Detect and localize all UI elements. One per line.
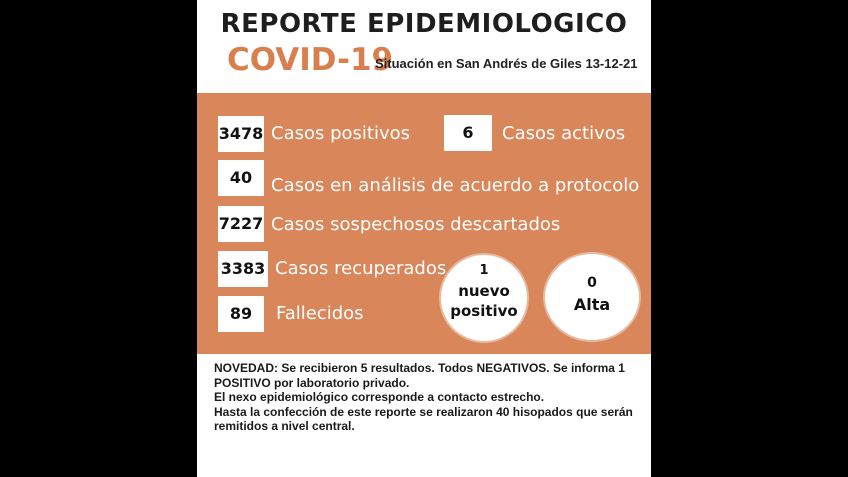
note-line: NOVEDAD: Se recibieron 5 resultados. Todos NEGATIVOS. Se informa 1 POSITIVO por laboratorio privado. <box>214 361 625 390</box>
stats-panel <box>197 93 651 354</box>
recuperados-value-box: 3383 <box>218 251 268 287</box>
note-line: El nexo epidemiológico corresponde a contacto estrecho. <box>214 390 545 405</box>
recuperados-label: Casos recuperados <box>275 258 447 279</box>
positivos-label: Casos positivos <box>271 123 411 144</box>
nuevo-positivo-value: 1 <box>479 263 489 278</box>
positivos-value-box: 3478 <box>218 116 264 152</box>
alta-label: Alta <box>573 295 611 314</box>
nuevo-positivo-line2: positivo <box>450 302 518 320</box>
nuevo-positivo-circle <box>439 253 529 343</box>
fallecidos-value-box: 89 <box>218 296 264 332</box>
alta-value: 0 <box>587 275 597 291</box>
covid-heading: COVID-19 <box>227 42 394 78</box>
sospechosos-label: Casos sospechosos descartados <box>271 214 561 235</box>
activos-value-box: 6 <box>444 115 492 151</box>
nuevo-positivo-line1: nuevo <box>458 282 510 300</box>
situation-subtitle: Situación en San Andrés de Giles 13-12-21 <box>375 56 638 71</box>
sospechosos-value-box: 7227 <box>218 206 264 242</box>
note-line: Hasta la confección de este reporte se realizaron 40 hisopados que serán remitidos a nivel central. <box>214 404 633 434</box>
analisis-value-box: 40 <box>218 160 264 196</box>
alta-circle <box>543 252 641 342</box>
fallecidos-label: Fallecidos <box>276 303 364 324</box>
novedades-notes <box>214 361 644 434</box>
report-card <box>197 0 651 477</box>
report-title: REPORTE EPIDEMIOLOGICO <box>220 9 628 39</box>
analisis-label: Casos en análisis de acuerdo a protocolo <box>271 175 640 196</box>
activos-label: Casos activos <box>502 123 626 144</box>
